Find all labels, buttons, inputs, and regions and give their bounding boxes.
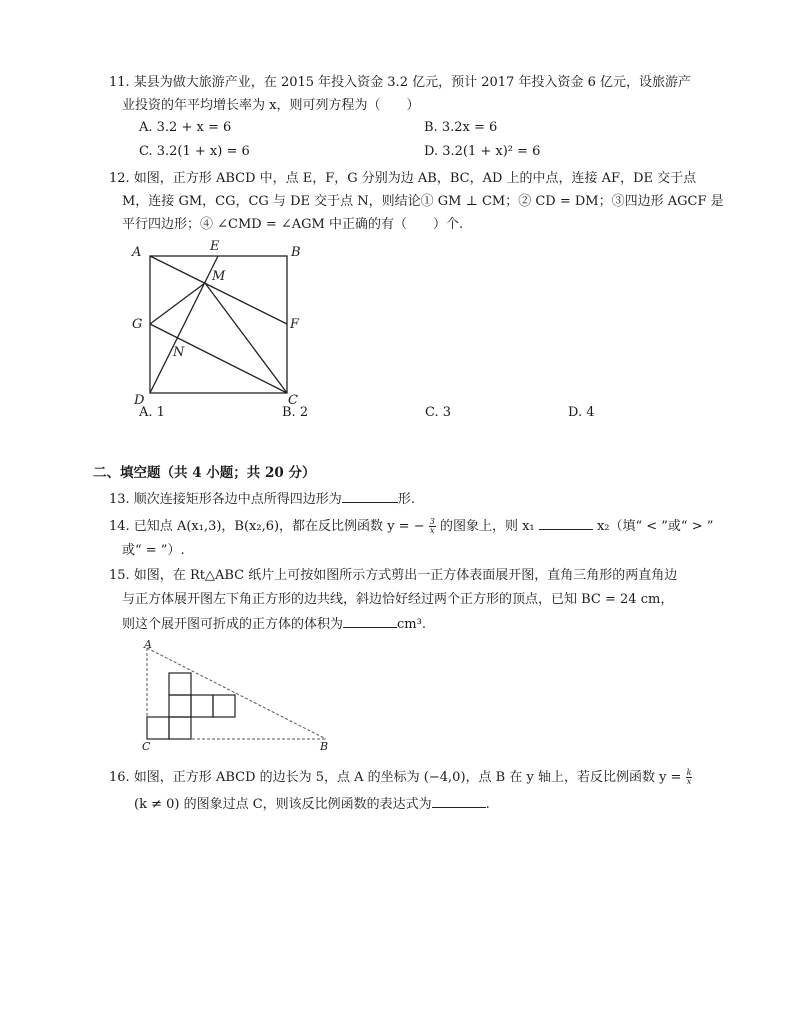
q16-frac-num: k: [686, 768, 692, 777]
q13-line: [109, 489, 415, 509]
segment-cg: [150, 324, 287, 393]
label-b: B: [320, 740, 329, 753]
net-square-5: [191, 695, 213, 717]
net-square-2: [169, 717, 191, 739]
label-m: M: [212, 269, 226, 284]
q14-frac-den: x: [430, 526, 435, 535]
q12-option-d: D. 4: [568, 405, 595, 420]
q15-text: 则这个展开图可折成的正方体的体积为: [122, 617, 344, 632]
segment-de: [150, 256, 218, 393]
q15-line3: [122, 614, 426, 634]
q14-frac-num: 3: [429, 517, 435, 526]
q16-answer-blank[interactable]: [432, 794, 486, 808]
q16-fraction: [686, 769, 693, 786]
q16-text-2: (k ≠ 0) 的图象过点 C，则该反比例函数的表达式为: [134, 797, 432, 812]
q15-answer-blank[interactable]: [343, 614, 397, 628]
q12-option-c: C. 3: [425, 405, 452, 420]
q15-line2: 与正方体展开图左下角正方形的边共线，斜边恰好经过两个正方形的顶点，已知 BC = 24 cm，: [122, 592, 674, 607]
segment-gm: [150, 283, 205, 324]
q16-line2: [134, 794, 490, 814]
q12-square-figure: [128, 236, 318, 406]
label-c: C: [142, 740, 151, 753]
net-square-6: [213, 695, 235, 717]
q11-line1: 11. 某县为做大旅游产业，在 2015 年投入资金 3.2 亿元，预计 2017 年投入资金 6 亿元，设旅游产: [109, 75, 691, 90]
q14-text-end: x₂（填“ < ”或“ > ”: [596, 519, 714, 534]
q12-line1: 12. 如图，正方形 ABCD 中，点 E，F，G 分别为边 AB，BC，AD 上的中点，连接 AF，DE 交于点: [109, 171, 697, 186]
label-b: B: [291, 245, 301, 260]
label-g: G: [132, 317, 143, 332]
label-c: C: [288, 393, 298, 406]
label-a: A: [144, 638, 152, 651]
q11-option-c: C. 3.2(1 + x) = 6: [139, 144, 250, 159]
label-d: D: [134, 393, 145, 406]
net-square-4: [169, 673, 191, 695]
q15-line1: 15. 如图，在 Rt△ABC 纸片上可按如图所示方式剪出一正方体表面展开图，直角三角形的两直角边: [109, 568, 678, 583]
q15-unit: cm³.: [397, 617, 426, 632]
q14-answer-blank[interactable]: [539, 516, 593, 530]
section-2-title: 二、填空题（共 4 小题；共 20 分）: [93, 465, 316, 481]
q11-line2: 业投资的年平均增长率为 x，则可列方程为（ ）: [122, 98, 420, 113]
q11-option-a: A. 3.2 + x = 6: [139, 120, 232, 135]
segment-cm: [205, 283, 287, 393]
q13-answer-blank[interactable]: [342, 489, 398, 503]
q13-text-end: 形.: [397, 492, 415, 507]
side-ab: [147, 648, 326, 739]
q14-text-mid: 的图象上，则 x₁: [439, 519, 535, 534]
label-n: N: [173, 345, 185, 360]
q14-line2: 或“ = ”）.: [122, 543, 185, 558]
q11-option-d: D. 3.2(1 + x)² = 6: [424, 144, 541, 159]
q12-option-a: A. 1: [139, 405, 165, 420]
q12-line3: 平行四边形；④ ∠CMD = ∠AGM 中正确的有（ ）个.: [122, 217, 464, 232]
q16-text-end: .: [485, 797, 490, 812]
q12-option-b: B. 2: [282, 405, 309, 420]
q14-line1: [109, 516, 713, 536]
q15-triangle-figure: [136, 638, 336, 753]
label-f: F: [290, 317, 300, 332]
q16-line1: [109, 769, 692, 787]
label-a: A: [132, 245, 142, 260]
q14-fraction: [429, 518, 436, 535]
q13-text: 13. 顺次连接矩形各边中点所得四边形为: [109, 492, 342, 507]
q11-option-b: B. 3.2x = 6: [424, 120, 498, 135]
q12-line2: M，连接 GM，CG，CG 与 DE 交于点 N，则结论① GM ⊥ CM；② CD = DM；③四边形 AGCF 是: [122, 194, 724, 209]
q16-text: 16. 如图，正方形 ABCD 的边长为 5，点 A 的坐标为 (−4,0)，点 B 在 y 轴上，若反比例函数 y =: [109, 770, 682, 785]
q14-text: 14. 已知点 A(x₁,3)，B(x₂,6)，都在反比例函数 y = −: [109, 519, 425, 534]
q16-frac-den: x: [686, 777, 692, 786]
segment-af: [150, 256, 287, 324]
net-square-1: [147, 717, 169, 739]
net-square-3: [169, 695, 191, 717]
label-e: E: [210, 239, 220, 254]
